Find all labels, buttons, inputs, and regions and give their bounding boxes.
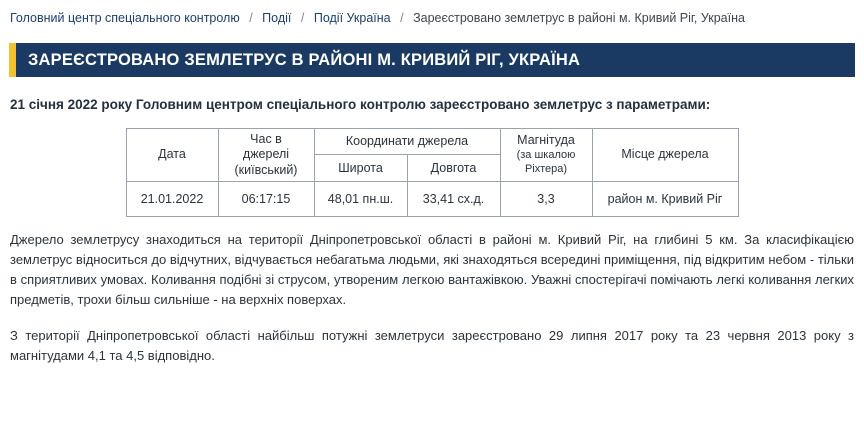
body-paragraph-1: Джерело землетрусу знаходиться на території Дніпропетровської області в районі м. Кривий Ріг, на глибині 5 км. За класифікацією землетрус відноситься до відчутних, відчувається небагатьма людьми, які знаходяться всередині приміщення, під відкритим небом - тільки в сприятливих умовах. Коливання подібні зі струсом, утвореним легкою вантажівкою. Уважні спостерігачі помічають легкі коливання легких предметів, трохи більш сильніше - на верхніх поверхах.: [10, 232, 854, 308]
breadcrumb: [0, 0, 864, 27]
breadcrumb-separator: /: [249, 11, 253, 25]
breadcrumb-item-events[interactable]: Події: [262, 11, 292, 25]
table-header-row-1: [126, 128, 738, 155]
cell-date: 21.01.2022: [126, 182, 218, 217]
table-head: [126, 128, 738, 182]
article-body: [10, 230, 854, 366]
column-header-magnitude-note: (за шкалою Ріхтера): [516, 149, 576, 175]
breadcrumb-separator: /: [300, 11, 305, 25]
cell-magnitude: 3,3: [500, 182, 592, 217]
cell-time: 06:17:15: [218, 182, 314, 217]
cell-longitude: 33,41 сх.д.: [407, 182, 500, 217]
cell-place: район м. Кривий Ріг: [592, 182, 738, 217]
earthquake-table-wrapper: [0, 128, 864, 209]
column-header-place: Місце джерела: [592, 128, 738, 182]
breadcrumb-item-home[interactable]: Головний центр спеціального контролю: [10, 11, 240, 25]
breadcrumb-item-events-ukraine[interactable]: Події Україна: [313, 11, 391, 25]
body-paragraph-2: З території Дніпропетровської області найбільш потужні землетруси зареєстровано 29 липня 2017 року та 23 червня 2013 року з магнітудами 4,1 та 4,5 відповідно.: [10, 328, 854, 364]
breadcrumb-item-current: Зареєстровано землетрус в районі м. Кривий Ріг, Україна: [413, 11, 745, 25]
column-header-coordinates: Координати джерела: [314, 128, 500, 155]
intro-text: 21 січня 2022 року Головним центром спеціального контролю зареєстровано землетрус з параметрами:: [10, 97, 711, 112]
column-header-longitude: Довгота: [407, 155, 500, 182]
page-title-bar: [9, 43, 855, 77]
table-body: [126, 182, 738, 217]
column-header-time: Час в джерелі (київський): [218, 128, 314, 182]
table-row: [126, 182, 738, 217]
column-header-magnitude-label: Магнітуда: [517, 133, 575, 148]
earthquake-table: [126, 128, 739, 218]
column-header-date: Дата: [126, 128, 218, 182]
cell-latitude: 48,01 пн.ш.: [314, 182, 407, 217]
page-title: ЗАРЕЄСТРОВАНО ЗЕМЛЕТРУС В РАЙОНІ М. КРИВИЙ РІГ, УКРАЇНА: [28, 50, 581, 69]
column-header-magnitude: [500, 128, 592, 182]
breadcrumb-separator: /: [400, 11, 404, 25]
column-header-latitude: Широта: [314, 155, 407, 182]
